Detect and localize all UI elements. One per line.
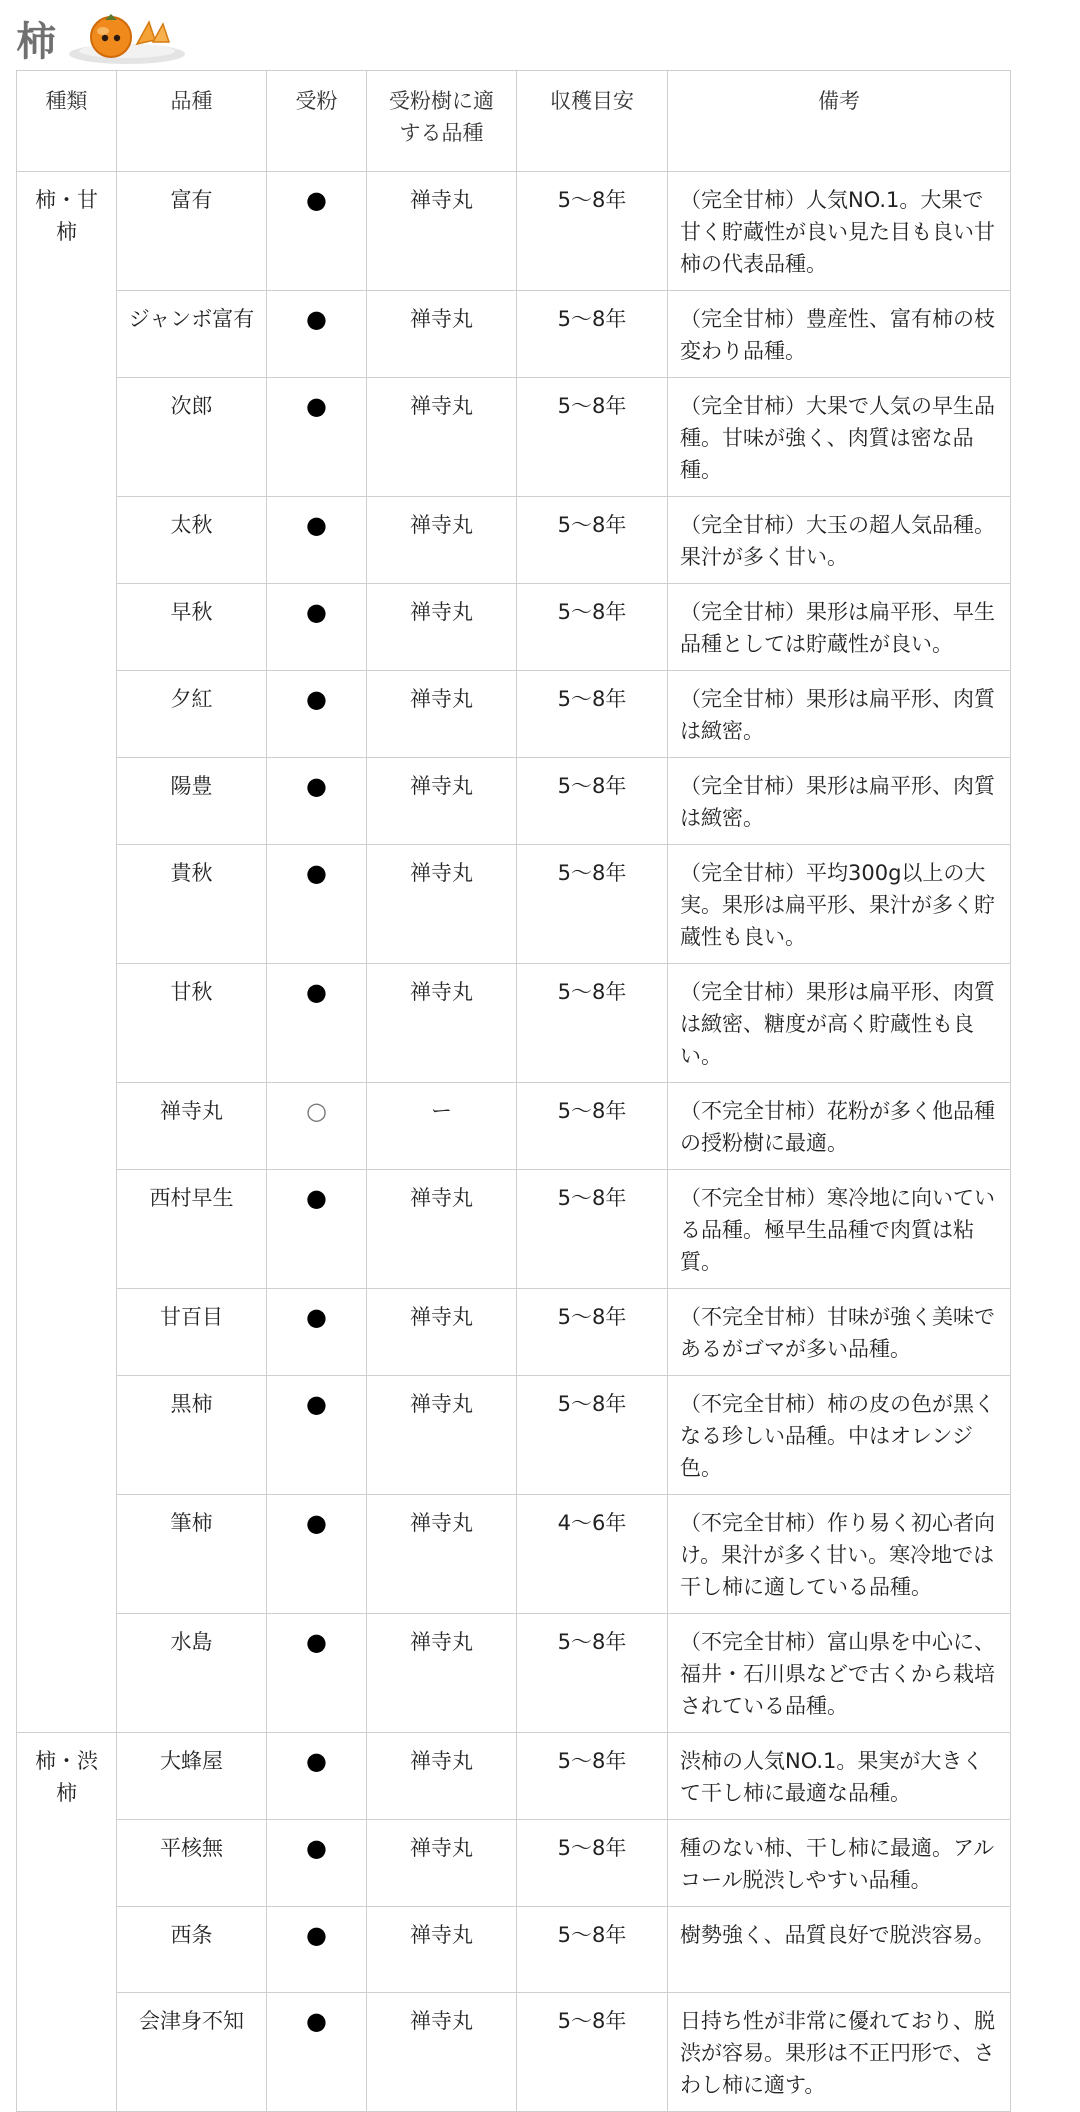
cell-pollinator: 禅寺丸 — [367, 964, 517, 1083]
header-cell-note: 備考 — [668, 71, 1011, 172]
table-row — [17, 1614, 1011, 1733]
cell-variety: 会津身不知 — [117, 1993, 267, 2112]
cell-pollination — [267, 964, 367, 1083]
cell-harvest: 5〜8年 — [517, 172, 668, 291]
cell-pollinator: 禅寺丸 — [367, 758, 517, 845]
cell-variety: 黒柿 — [117, 1376, 267, 1495]
filled-circle-icon: ● — [306, 1747, 327, 1775]
cell-pollination — [267, 1170, 367, 1289]
cell-variety: 富有 — [117, 172, 267, 291]
cell-note: （不完全甘柿）寒冷地に向いている品種。極早生品種で肉質は粘質。 — [668, 1170, 1011, 1289]
cell-pollination — [267, 1614, 367, 1733]
cell-note: （完全甘柿）人気NO.1。大果で甘く貯蔵性が良い見た目も良い甘柿の代表品種。 — [668, 172, 1011, 291]
cell-variety: 大蜂屋 — [117, 1733, 267, 1820]
cell-harvest: 5〜8年 — [517, 1733, 668, 1820]
cell-harvest: 5〜8年 — [517, 1376, 668, 1495]
table-row — [17, 1083, 1011, 1170]
filled-circle-icon: ● — [306, 1628, 327, 1656]
cell-variety: 早秋 — [117, 584, 267, 671]
table-row — [17, 964, 1011, 1083]
cell-pollinator: 禅寺丸 — [367, 1376, 517, 1495]
table-row — [17, 584, 1011, 671]
cell-harvest: 5〜8年 — [517, 1820, 668, 1907]
cell-pollinator: 禅寺丸 — [367, 1820, 517, 1907]
filled-circle-icon: ● — [306, 1303, 327, 1331]
cell-pollinator: 禅寺丸 — [367, 845, 517, 964]
header-row — [17, 71, 1011, 172]
filled-circle-icon: ● — [306, 978, 327, 1006]
cell-pollinator: 禅寺丸 — [367, 1733, 517, 1820]
cell-pollination — [267, 845, 367, 964]
table-row — [17, 1907, 1011, 1993]
filled-circle-icon: ● — [306, 392, 327, 420]
filled-circle-icon: ● — [306, 2007, 327, 2035]
cell-pollinator: 禅寺丸 — [367, 497, 517, 584]
cell-harvest: 5〜8年 — [517, 1993, 668, 2112]
cell-pollinator: 禅寺丸 — [367, 671, 517, 758]
cell-pollination — [267, 1820, 367, 1907]
cell-pollination — [267, 671, 367, 758]
cell-pollination — [267, 584, 367, 671]
table-row — [17, 758, 1011, 845]
persimmon-mascot-icon — [65, 8, 195, 68]
cell-note: （不完全甘柿）花粉が多く他品種の授粉樹に最適。 — [668, 1083, 1011, 1170]
table-row — [17, 671, 1011, 758]
cell-note: 日持ち性が非常に優れており、脱渋が容易。果形は不正円形で、さわし柿に適す。 — [668, 1993, 1011, 2112]
table-row — [17, 1495, 1011, 1614]
cell-pollinator: 禅寺丸 — [367, 1993, 517, 2112]
cell-variety: 西村早生 — [117, 1170, 267, 1289]
open-circle-icon: ○ — [306, 1097, 327, 1125]
cell-harvest: 5〜8年 — [517, 1614, 668, 1733]
cell-note: 種のない柿、干し柿に最適。アルコール脱渋しやすい品種。 — [668, 1820, 1011, 1907]
header-cell-pollinator: 受粉樹に適する品種 — [367, 71, 517, 172]
cell-pollination — [267, 1733, 367, 1820]
cell-note: （完全甘柿）果形は扁平形、肉質は緻密。 — [668, 671, 1011, 758]
cell-pollination — [267, 1289, 367, 1376]
cell-pollinator: 禅寺丸 — [367, 1614, 517, 1733]
page-header — [16, 8, 195, 68]
cell-note: （不完全甘柿）柿の皮の色が黒くなる珍しい品種。中はオレンジ色。 — [668, 1376, 1011, 1495]
cell-harvest: 5〜8年 — [517, 497, 668, 584]
cell-harvest: 4〜6年 — [517, 1495, 668, 1614]
table-row — [17, 1170, 1011, 1289]
cell-note: （完全甘柿）果形は扁平形、早生品種としては貯蔵性が良い。 — [668, 584, 1011, 671]
cell-note: 樹勢強く、品質良好で脱渋容易。 — [668, 1907, 1011, 1993]
filled-circle-icon: ● — [306, 685, 327, 713]
cell-harvest: 5〜8年 — [517, 1170, 668, 1289]
cell-pollinator: 禅寺丸 — [367, 291, 517, 378]
header-cell-harvest: 収穫目安 — [517, 71, 668, 172]
cell-note: （完全甘柿）大玉の超人気品種。果汁が多く甘い。 — [668, 497, 1011, 584]
table-row — [17, 1993, 1011, 2112]
header-cell-pollination: 受粉 — [267, 71, 367, 172]
cell-pollination — [267, 497, 367, 584]
filled-circle-icon: ● — [306, 859, 327, 887]
cell-variety: 西条 — [117, 1907, 267, 1993]
cell-harvest: 5〜8年 — [517, 584, 668, 671]
filled-circle-icon: ● — [306, 305, 327, 333]
cell-pollination — [267, 1907, 367, 1993]
filled-circle-icon: ● — [306, 598, 327, 626]
filled-circle-icon: ● — [306, 1834, 327, 1862]
table-row — [17, 1289, 1011, 1376]
cell-harvest: 5〜8年 — [517, 1289, 668, 1376]
filled-circle-icon: ● — [306, 186, 327, 214]
cell-variety: 夕紅 — [117, 671, 267, 758]
cell-note: 渋柿の人気NO.1。果実が大きくて干し柿に最適な品種。 — [668, 1733, 1011, 1820]
table-row — [17, 1733, 1011, 1820]
table-row — [17, 291, 1011, 378]
filled-circle-icon: ● — [306, 1509, 327, 1537]
cell-pollination — [267, 1376, 367, 1495]
cell-variety: 平核無 — [117, 1820, 267, 1907]
table-row — [17, 1376, 1011, 1495]
cell-pollinator: ー — [367, 1083, 517, 1170]
cell-variety: 次郎 — [117, 378, 267, 497]
cell-harvest: 5〜8年 — [517, 1083, 668, 1170]
cell-note: （完全甘柿）大果で人気の早生品種。甘味が強く、肉質は密な品種。 — [668, 378, 1011, 497]
cell-note: （不完全甘柿）甘味が強く美味であるがゴマが多い品種。 — [668, 1289, 1011, 1376]
cell-pollination — [267, 1993, 367, 2112]
page-title: 柿 — [16, 18, 57, 65]
cell-variety: 甘秋 — [117, 964, 267, 1083]
cell-harvest: 5〜8年 — [517, 671, 668, 758]
cell-variety: 太秋 — [117, 497, 267, 584]
cell-variety: 禅寺丸 — [117, 1083, 267, 1170]
table-row — [17, 845, 1011, 964]
cell-harvest: 5〜8年 — [517, 291, 668, 378]
filled-circle-icon: ● — [306, 772, 327, 800]
cell-type: 柿・甘柿 — [17, 172, 117, 1733]
cell-harvest: 5〜8年 — [517, 964, 668, 1083]
filled-circle-icon: ● — [306, 1921, 327, 1949]
cell-harvest: 5〜8年 — [517, 758, 668, 845]
table-row — [17, 378, 1011, 497]
cell-variety: 筆柿 — [117, 1495, 267, 1614]
cell-pollinator: 禅寺丸 — [367, 1289, 517, 1376]
cell-pollination — [267, 1083, 367, 1170]
persimmon-variety-table — [16, 70, 1011, 2112]
cell-variety: ジャンボ富有 — [117, 291, 267, 378]
cell-pollinator: 禅寺丸 — [367, 1495, 517, 1614]
cell-variety: 貴秋 — [117, 845, 267, 964]
cell-note: （不完全甘柿）作り易く初心者向け。果汁が多く甘い。寒冷地では干し柿に適している品種。 — [668, 1495, 1011, 1614]
cell-pollination — [267, 172, 367, 291]
cell-note: （不完全甘柿）富山県を中心に、福井・石川県などで古くから栽培されている品種。 — [668, 1614, 1011, 1733]
cell-variety: 陽豊 — [117, 758, 267, 845]
table-row — [17, 172, 1011, 291]
cell-type: 柿・渋柿 — [17, 1733, 117, 2112]
cell-pollinator: 禅寺丸 — [367, 1170, 517, 1289]
cell-variety: 甘百目 — [117, 1289, 267, 1376]
cell-pollinator: 禅寺丸 — [367, 584, 517, 671]
table-row — [17, 497, 1011, 584]
cell-harvest: 5〜8年 — [517, 845, 668, 964]
cell-variety: 水島 — [117, 1614, 267, 1733]
filled-circle-icon: ● — [306, 511, 327, 539]
cell-pollination — [267, 1495, 367, 1614]
table-row — [17, 1820, 1011, 1907]
cell-pollination — [267, 758, 367, 845]
cell-pollinator: 禅寺丸 — [367, 172, 517, 291]
cell-pollinator: 禅寺丸 — [367, 1907, 517, 1993]
cell-note: （完全甘柿）豊産性、富有柿の枝変わり品種。 — [668, 291, 1011, 378]
cell-pollination — [267, 291, 367, 378]
cell-note: （完全甘柿）平均300g以上の大実。果形は扁平形、果汁が多く貯蔵性も良い。 — [668, 845, 1011, 964]
cell-pollinator: 禅寺丸 — [367, 378, 517, 497]
cell-note: （完全甘柿）果形は扁平形、肉質は緻密、糖度が高く貯蔵性も良い。 — [668, 964, 1011, 1083]
filled-circle-icon: ● — [306, 1184, 327, 1212]
cell-harvest: 5〜8年 — [517, 1907, 668, 1993]
header-cell-variety: 品種 — [117, 71, 267, 172]
cell-harvest: 5〜8年 — [517, 378, 668, 497]
cell-pollination — [267, 378, 367, 497]
filled-circle-icon: ● — [306, 1390, 327, 1418]
cell-note: （完全甘柿）果形は扁平形、肉質は緻密。 — [668, 758, 1011, 845]
header-cell-type: 種類 — [17, 71, 117, 172]
